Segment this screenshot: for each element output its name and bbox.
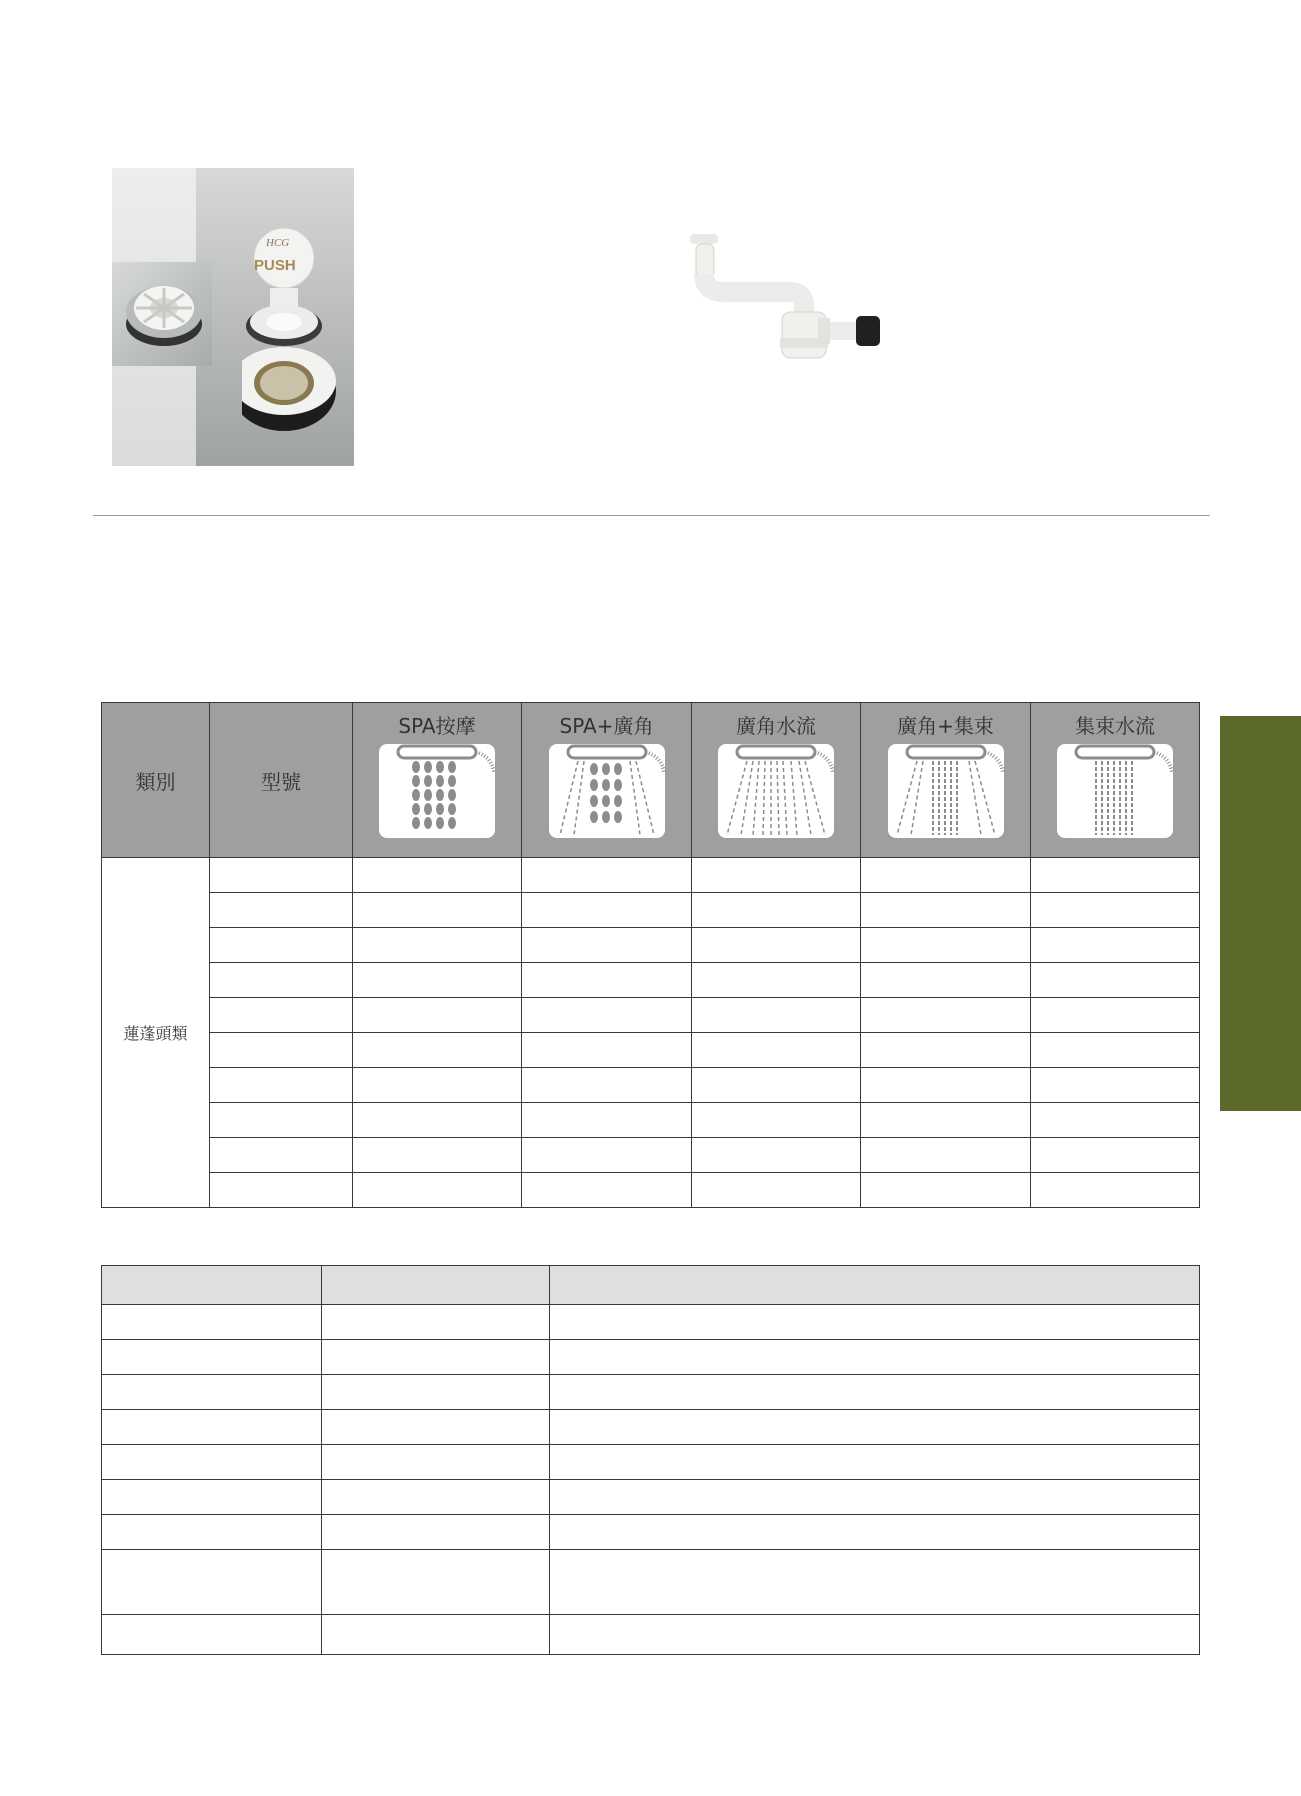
flow-cell — [522, 893, 692, 928]
table-cell — [322, 1480, 550, 1515]
flow-cell — [353, 998, 522, 1033]
flow-header-concentrated — [1031, 703, 1200, 858]
table-header-row — [102, 703, 1200, 858]
flow-cell — [861, 963, 1031, 998]
model-cell — [210, 893, 353, 928]
table-row — [102, 1103, 1200, 1138]
section-divider — [93, 515, 1210, 516]
table-row — [102, 1550, 1200, 1615]
flow-cell — [692, 1173, 861, 1208]
table-row — [102, 1480, 1200, 1515]
flow-header-wide-angle — [692, 703, 861, 858]
table-row — [102, 1375, 1200, 1410]
flow-label: SPA+廣角 — [559, 714, 654, 738]
table-row — [102, 858, 1200, 893]
table-cell — [102, 1340, 322, 1375]
table-cell — [322, 1410, 550, 1445]
table-cell — [102, 1375, 322, 1410]
table-row — [102, 1340, 1200, 1375]
table-row — [102, 1173, 1200, 1208]
flow-cell — [522, 998, 692, 1033]
flow-cell — [353, 1138, 522, 1173]
flow-cell — [1031, 1068, 1200, 1103]
table-header-row — [102, 1266, 1200, 1305]
flow-cell — [861, 1173, 1031, 1208]
model-cell — [210, 1068, 353, 1103]
flow-cell — [353, 1068, 522, 1103]
header-cell — [102, 1266, 322, 1305]
model-header: 型號 — [210, 703, 353, 858]
flow-cell — [353, 1173, 522, 1208]
flow-cell — [692, 928, 861, 963]
flow-cell — [1031, 1103, 1200, 1138]
flow-cell — [522, 1033, 692, 1068]
push-cap-assembly — [242, 226, 352, 466]
model-cell — [210, 1033, 353, 1068]
table-row — [102, 928, 1200, 963]
header-cell — [550, 1266, 1200, 1305]
flow-cell — [522, 1103, 692, 1138]
table-cell — [102, 1550, 322, 1615]
drain-insert-inset-photo — [112, 262, 212, 366]
flow-cell — [522, 963, 692, 998]
flow-cell — [353, 963, 522, 998]
model-cell — [210, 998, 353, 1033]
flow-cell — [692, 998, 861, 1033]
flow-cell — [522, 1138, 692, 1173]
table-row — [102, 1305, 1200, 1340]
table-cell — [550, 1410, 1200, 1445]
wide-angle-flow-icon — [717, 743, 835, 839]
flow-label: 廣角水流 — [736, 714, 816, 738]
table-row — [102, 1515, 1200, 1550]
table-cell — [102, 1515, 322, 1550]
wide-angle-concentrated-flow-icon — [887, 743, 1005, 839]
flow-cell — [1031, 1173, 1200, 1208]
table-cell — [550, 1550, 1200, 1615]
table-row — [102, 998, 1200, 1033]
table-cell — [322, 1445, 550, 1480]
flow-header-wide-angle-concentrated — [861, 703, 1031, 858]
flow-cell — [522, 858, 692, 893]
flow-cell — [692, 963, 861, 998]
flow-cell — [353, 893, 522, 928]
model-cell — [210, 1103, 353, 1138]
table-row — [102, 1615, 1200, 1655]
category-cell: 蓮蓬頭類 — [102, 858, 210, 1208]
flow-cell — [861, 893, 1031, 928]
push-drain-photo — [112, 168, 354, 466]
table-cell — [550, 1515, 1200, 1550]
table-row — [102, 1033, 1200, 1068]
table-cell — [550, 1375, 1200, 1410]
flow-cell — [692, 1138, 861, 1173]
table-row — [102, 963, 1200, 998]
table-cell — [322, 1375, 550, 1410]
table-cell — [322, 1550, 550, 1615]
table-cell — [322, 1340, 550, 1375]
flow-cell — [861, 998, 1031, 1033]
flow-label: SPA按摩 — [398, 714, 476, 738]
flow-cell — [1031, 893, 1200, 928]
table-cell — [550, 1340, 1200, 1375]
table-cell — [102, 1615, 322, 1655]
flow-cell — [522, 1068, 692, 1103]
flow-cell — [692, 858, 861, 893]
model-cell — [210, 1173, 353, 1208]
flow-cell — [353, 1103, 522, 1138]
model-cell — [210, 858, 353, 893]
flow-cell — [861, 858, 1031, 893]
table-row — [102, 893, 1200, 928]
table-cell — [322, 1305, 550, 1340]
table-cell — [550, 1480, 1200, 1515]
spa-massage-flow-icon — [378, 743, 496, 839]
flow-cell — [353, 1033, 522, 1068]
flow-cell — [353, 928, 522, 963]
flow-cell — [1031, 963, 1200, 998]
drain-strainer-icon — [112, 262, 212, 366]
table-cell — [550, 1445, 1200, 1480]
chapter-side-tab — [1220, 716, 1301, 1111]
flow-cell — [692, 1033, 861, 1068]
table-cell — [550, 1305, 1200, 1340]
push-cap-label: PUSH — [254, 257, 296, 274]
table-cell — [102, 1480, 322, 1515]
model-cell — [210, 1138, 353, 1173]
table-cell — [102, 1410, 322, 1445]
table-cell — [322, 1515, 550, 1550]
flow-cell — [1031, 998, 1200, 1033]
model-cell — [210, 963, 353, 998]
flow-cell — [522, 928, 692, 963]
flow-cell — [1031, 1033, 1200, 1068]
flow-header-spa-massage — [353, 703, 522, 858]
table-row — [102, 1068, 1200, 1103]
flow-cell — [861, 1103, 1031, 1138]
model-cell — [210, 928, 353, 963]
flow-cell — [692, 893, 861, 928]
flow-cell — [522, 1173, 692, 1208]
flow-cell — [861, 928, 1031, 963]
spa-wide-angle-flow-icon — [548, 743, 666, 839]
bottle-trap-photo — [690, 230, 900, 365]
flow-cell — [353, 858, 522, 893]
flow-cell — [692, 1068, 861, 1103]
hcg-logo: HCG — [266, 237, 290, 249]
flow-cell — [861, 1033, 1031, 1068]
table-row — [102, 1138, 1200, 1173]
secondary-spec-table — [101, 1265, 1200, 1655]
flow-cell — [861, 1068, 1031, 1103]
table-row — [102, 1410, 1200, 1445]
flow-cell — [861, 1138, 1031, 1173]
flow-cell — [1031, 858, 1200, 893]
table-cell — [550, 1615, 1200, 1655]
category-header: 類別 — [102, 703, 210, 858]
table-row — [102, 1445, 1200, 1480]
table-cell — [102, 1305, 322, 1340]
flow-cell — [692, 1103, 861, 1138]
shower-flow-spec-table — [101, 702, 1200, 1208]
flow-cell — [1031, 928, 1200, 963]
flow-header-spa-wide-angle — [522, 703, 692, 858]
table-cell — [102, 1445, 322, 1480]
table-cell — [322, 1615, 550, 1655]
flow-label: 集束水流 — [1075, 714, 1155, 738]
concentrated-flow-icon — [1056, 743, 1174, 839]
flow-label: 廣角+集束 — [897, 714, 994, 738]
header-cell — [322, 1266, 550, 1305]
flow-cell — [1031, 1138, 1200, 1173]
